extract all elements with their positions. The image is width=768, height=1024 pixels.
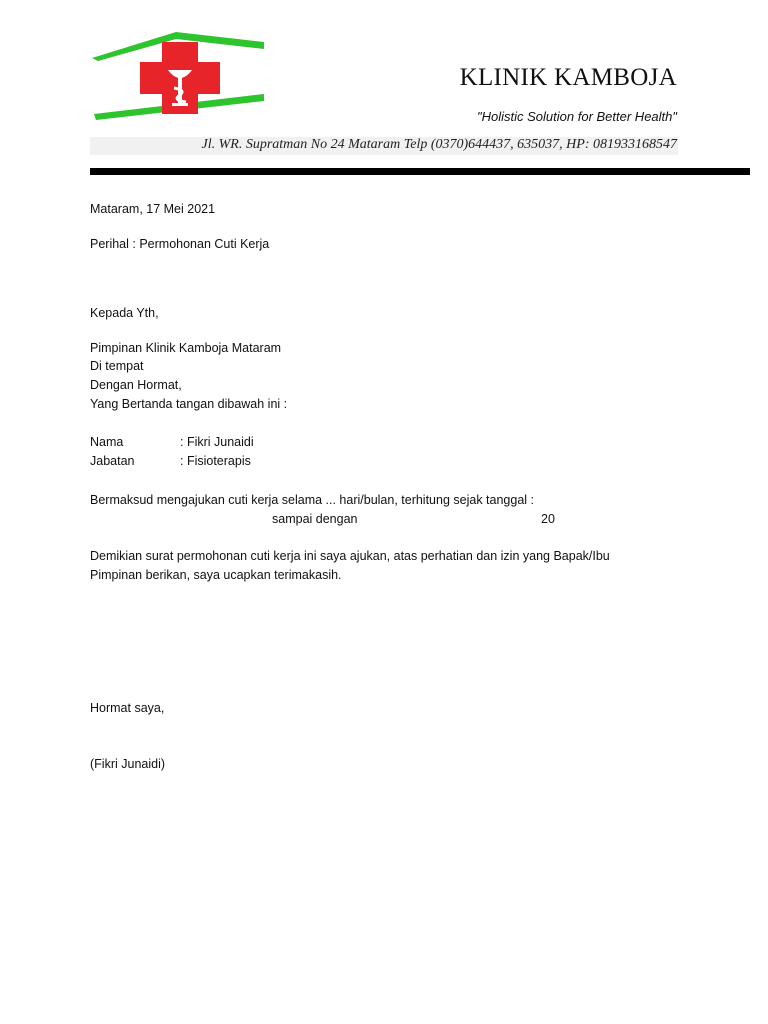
header-divider (90, 168, 750, 175)
letter-place: Di tempat (90, 359, 144, 373)
signature-name: (Fikri Junaidi) (90, 757, 166, 771)
purpose-line: Bermaksud mengajukan cuti kerja selama ... hari/bulan, terhitung sejak tanggal : (90, 493, 534, 507)
closing-line-2: Pimpinan berikan, saya ucapkan terimakasih. (90, 568, 342, 582)
field-position-value: : Fisioterapis (180, 454, 251, 468)
letter-date: Mataram, 17 Mei 2021 (90, 202, 216, 216)
letter-recipient: Pimpinan Klinik Kamboja Mataram (90, 341, 282, 355)
letter-greeting: Dengan Hormat, (90, 378, 182, 392)
clinic-address: Jl. WR. Supratman No 24 Mataram Telp (0370)644437, 635037, HP: 081933168547 (201, 137, 677, 152)
letter-subject: Perihal : Permohonan Cuti Kerja (90, 237, 270, 251)
field-position-label: Jabatan (90, 454, 135, 468)
field-name-label: Nama (90, 435, 124, 449)
clinic-name: KLINIK KAMBOJA (459, 64, 677, 91)
field-name-value: : Fikri Junaidi (180, 435, 254, 449)
sign-off: Hormat saya, (90, 701, 165, 715)
clinic-logo (90, 30, 266, 122)
closing-line-1: Demikian surat permohonan cuti kerja ini saya ajukan, atas perhatian dan izin yang Bapak/Ibu (90, 549, 610, 563)
clinic-tagline: "Holistic Solution for Better Health" (477, 109, 677, 124)
letter-intro: Yang Bertanda tangan dibawah ini : (90, 397, 288, 411)
year-text: 20 (541, 512, 555, 526)
until-text: sampai dengan (272, 512, 358, 526)
letter-to: Kepada Yth, (90, 306, 159, 320)
